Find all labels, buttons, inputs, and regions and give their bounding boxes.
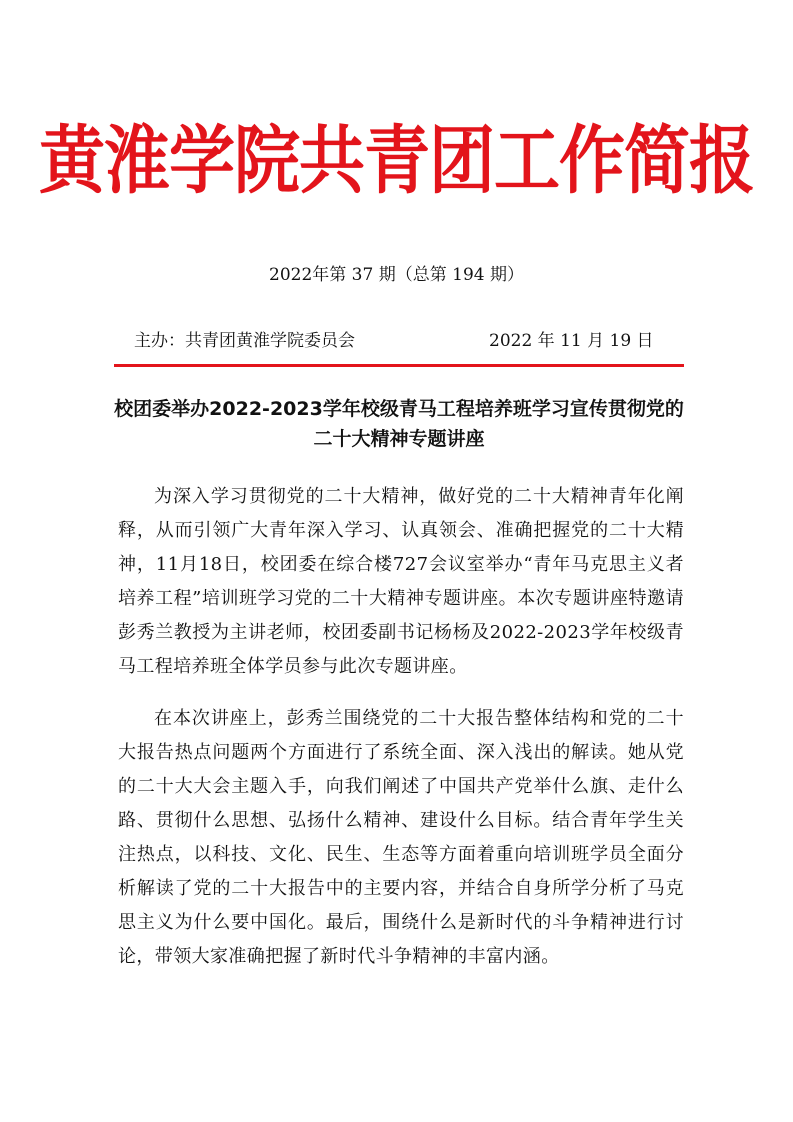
header-divider (114, 364, 684, 367)
sponsor-line: 主办：共青团黄淮学院委员会 (134, 331, 355, 351)
article-paragraph: 在本次讲座上，彭秀兰围绕党的二十大报告整体结构和党的二十大报告热点问题两个方面进行了系统全面、深入浅出的解读。她从党的二十大大会主题入手，向我们阐述了中国共产党举什么旗、走什么路、贯彻什么思想、弘扬什么精神、建设什么目标。结合青年学生关注热点，以科技、文化、民生、生态等方面着重向培训班学员全面分析解读了党的二十大报告中的主要内容，并结合自身所学分析了马克思主义为什么要中国化。最后，围绕什么是新时代的斗争精神进行讨论，带领大家准确把握了新时代斗争精神的丰富内涵。 (118, 708, 684, 967)
article-headline: 校团委举办2022-2023学年校级青马工程培养班学习宣传贯彻党的二十大精神专题讲座 (114, 398, 684, 450)
issue-number: 2022年第 37 期（总第 194 期） (269, 265, 524, 285)
article-paragraph: 为深入学习贯彻党的二十大精神，做好党的二十大精神青年化阐释，从而引领广大青年深入学习、认真领会、准确把握党的二十大精神，11月18日，校团委在综合楼727会议室举办“青年马克思主义者培养工程”培训班学习党的二十大精神专题讲座。本次专题讲座特邀请彭秀兰教授为主讲老师，校团委副书记杨杨及2022-2023学年校级青马工程培养班全体学员参与此次专题讲座。 (118, 486, 684, 677)
publish-date: 2022 年 11 月 19 日 (489, 331, 654, 351)
masthead-title: 黄淮学院共青团工作简报 (39, 117, 754, 204)
article-body (118, 480, 684, 992)
